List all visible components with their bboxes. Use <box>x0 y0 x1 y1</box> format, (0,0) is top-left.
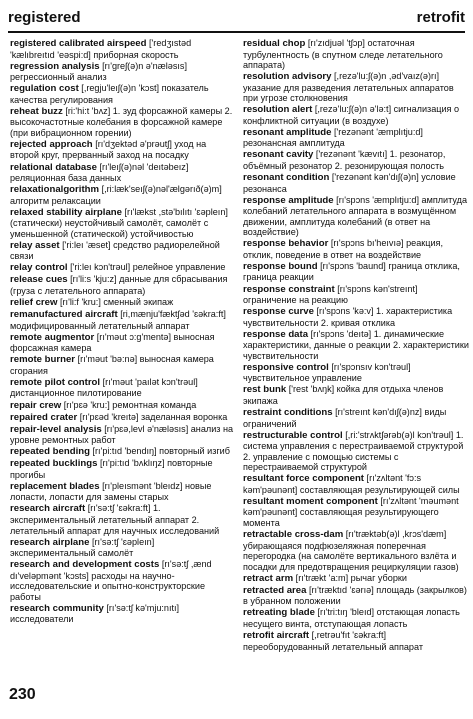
entry-definition: [rı'tri:tıŋ 'bleıd] отстающая лопасть несущего винта, отступающая лопасть <box>243 607 460 629</box>
entry-term: release cues <box>10 274 68 286</box>
dictionary-entry <box>243 585 469 607</box>
dictionary-entry <box>10 297 236 309</box>
entry-term: research airplane <box>10 536 90 548</box>
entry-definition: [rı'sə:tʃ ,ænd dı'veləpmənt 'kɔsts] расходы на научно-исследовательские и опытно-конструкторские работы <box>10 559 212 602</box>
entry-definition: [rı'sə:tʃ 'ɛəkra:ft] 1. экспериментальный летательный аппарат 2. летательный аппарат для научных исследований <box>10 503 220 536</box>
entry-term: repair-level analysis <box>10 423 102 435</box>
dictionary-entry <box>243 362 469 384</box>
dictionary-entry <box>10 332 236 354</box>
entry-definition: [rı'məut 'bə:nə] выносная камера сгорания <box>10 354 214 376</box>
entry-term: resultant moment component <box>243 495 378 507</box>
dictionary-entry <box>10 400 236 412</box>
entry-definition: [rı'spɔns 'deıtə] 1. динамические характеристики, данные о реакции 2. характеристики чувствительности <box>243 328 469 361</box>
entry-definition: [rı'zʌltənt 'fɔ:s kəm'pəunənt] составляющая результирующей силы <box>243 473 460 495</box>
left-column <box>10 38 236 625</box>
entry-definition: [rı'spɔns kən'streınt] ограничение на реакцию <box>243 283 418 306</box>
entry-definition: [rı'li:f 'kru:] сменный экипаж <box>60 297 174 308</box>
dictionary-entry <box>10 412 236 424</box>
entry-definition: [,rezə'lu:ʃ(ə)n ,əd'vaız(ə)rı] указание для разведения летательных аппаратов при угрозе столкновения <box>243 71 454 104</box>
entry-definition: [rı'spɔns 'kə:v] 1. характеристика чувствительности 2. кривая отклика <box>243 306 453 328</box>
entry-definition: [,ri:'strʌktʃərəb(ə)l kɔn'trəul] 1. система управления с перестраиваемой структурой 2. управление с помощью системы с перестраиваемой структурой <box>243 429 464 473</box>
entry-term: remote augmentor <box>10 331 95 343</box>
entry-definition: [rı'træktıd 'ɛərıə] площадь (закрылков) в убранном положении <box>243 584 467 607</box>
entry-term: relief crew <box>10 297 58 309</box>
entry-term: remote burner <box>10 354 76 366</box>
entry-definition: [rı'zʌltənt 'məumənt kəm'pəunənt] составляющая результирующего момента <box>243 495 459 529</box>
dictionary-entry <box>10 309 236 331</box>
entry-term: resonant condition <box>243 172 330 184</box>
entry-term: response amplitude <box>243 194 334 206</box>
dictionary-entry <box>243 195 469 238</box>
entry-term: relay asset <box>10 239 60 251</box>
entry-definition: [,ri:læk'seıʃ(ə)nəl'ælgərıð(ə)m] алгоритм релаксации <box>10 184 222 206</box>
entry-term: resonant cavity <box>243 149 314 161</box>
entry-term: reheat buzz <box>10 105 63 117</box>
dictionary-entry <box>243 329 469 362</box>
entry-term: remanufactured aircraft <box>10 309 118 321</box>
entry-term: retract arm <box>243 572 294 584</box>
entry-definition: [rı'streınt kən'dıʃ(ə)nz] виды ограничений <box>243 407 447 429</box>
entry-term: replacement blades <box>10 480 100 492</box>
dictionary-entry <box>243 496 469 529</box>
entry-definition: [ri:'hi:t 'bʌz] 1. зуд форсажной камеры 2. высокочастотные колебания в форсажной камере (при вибрационном горении) <box>10 105 233 138</box>
dictionary-entry <box>10 481 236 503</box>
entry-term: residual chop <box>243 38 306 49</box>
dictionary-entry <box>243 172 469 194</box>
header-first-word: registered <box>8 8 81 26</box>
entry-term: registered calibrated airspeed <box>10 38 147 49</box>
entry-term: research community <box>10 602 104 614</box>
entry-definition: ['redʒıstəd 'kælıbreıtıd 'eəspi:d] приборная скорость <box>10 38 192 60</box>
dictionary-entry <box>10 240 236 262</box>
dictionary-entry <box>243 473 469 495</box>
entry-definition: [rı'leıʃ(ə)nəl 'deıtəbeız] реляционная база данных <box>10 161 189 184</box>
entry-term: retreating blade <box>243 607 315 619</box>
entry-definition: [,rezə'lu:ʃ(ə)n ə'lə:t] сигнализация о конфликтной ситуации (в воздухе) <box>243 104 460 126</box>
entry-term: repeated bucklings <box>10 458 98 470</box>
entry-definition: [rı'lækst ,stə'bılıtı 'ɛəpleın] (статически) неустойчивый самолёт, самолёт с уменьшенной (статической) устойчивостью <box>10 206 228 239</box>
dictionary-entry <box>10 38 236 60</box>
entry-definition: ['ri:leı 'æset] средство радиорелейной связи <box>10 239 220 262</box>
dictionary-entry <box>243 630 469 652</box>
entry-definition: [rı'məut ɔ:g'mentə] выносная форсажная камера <box>10 331 215 354</box>
dictionary-entry <box>243 38 469 71</box>
entry-definition: [rı'sə:tʃ kə'mju:nıtı] исследователи <box>10 602 180 625</box>
entry-definition: ['rezənənt 'æmplıtju:d] резонансная амплитуда <box>243 126 423 149</box>
entry-definition: [rı'məut 'paılət kɔn'trəul] дистанционное пилотирование <box>10 376 198 399</box>
entry-term: rejected approach <box>10 138 93 150</box>
entry-term: resolution advisory <box>243 71 332 83</box>
entry-definition: [ri,mænju'fæktʃəd 'ɛəkra:ft] модифицированный летательный аппарат <box>10 309 226 331</box>
entry-definition: [rı'zıdjuəl 'tʃɔp] остаточная турбулентность (в спутном следе летательного аппарата) <box>243 38 443 71</box>
entry-definition: ['rezənənt 'kævıtı] 1. резонатор, объёмный резонатор 2. резонирующая полость <box>243 149 446 172</box>
entry-term: relay control <box>10 262 68 274</box>
entry-definition: ['rezənənt kən'dıʃ(ə)n] условие резонанса <box>243 172 456 194</box>
entry-definition: [rı'spɔns 'æmplıtju:d] амплитуда колебаний летательного аппарата в возмущённом движении, амплитуда колебаний (в ответ на воздействие) <box>243 194 468 238</box>
header-rule <box>8 31 465 33</box>
dictionary-entry <box>10 274 236 296</box>
entry-definition: [rı'spɔnsıv kɔn'trəul] чувствительное управление <box>243 361 411 384</box>
entry-definition: [rı'greʃ(ə)n ə'næləsıs] регрессионный анализ <box>10 60 187 83</box>
dictionary-entry <box>10 424 236 446</box>
dictionary-entry <box>10 446 236 458</box>
entry-term: relaxationalgorithm <box>10 184 100 196</box>
entry-term: response data <box>243 328 309 340</box>
entry-term: responsive control <box>243 361 329 373</box>
page-number: 230 <box>9 686 36 703</box>
entry-term: response behavior <box>243 238 329 250</box>
dictionary-entry <box>243 127 469 149</box>
dictionary-entry <box>10 139 236 161</box>
entry-term: regulation cost <box>10 83 79 95</box>
dictionary-entry <box>243 407 469 429</box>
dictionary-entry <box>10 83 236 105</box>
entry-definition: [,regju'leıʃ(ə)n 'kɔst] показатель качества регулирования <box>10 83 209 105</box>
entry-term: repaired crater <box>10 411 78 423</box>
dictionary-entry <box>10 377 236 399</box>
entry-term: retracted area <box>243 584 307 596</box>
entry-term: remote pilot control <box>10 376 101 388</box>
dictionary-entry <box>10 184 236 206</box>
entry-definition: [rı'pɛəd 'kreıtə] заделанная воронка <box>79 411 228 422</box>
dictionary-entry <box>243 261 469 283</box>
entry-definition: [rı'trækt 'a:m] рычаг уборки <box>295 572 407 583</box>
dictionary-entry <box>10 537 236 559</box>
entry-term: retrofit aircraft <box>243 629 310 641</box>
entry-term: resultant force component <box>243 473 365 485</box>
entry-definition: [rı'dʒektəd ə'prəutʃ] уход на второй круг, прерванный заход на посадку <box>10 138 207 161</box>
dictionary-entry <box>10 603 236 625</box>
entry-definition: [rı'sə:tʃ 'ɛəpleın] экспериментальный самолёт <box>10 536 155 559</box>
entry-term: response constraint <box>243 283 335 295</box>
dictionary-entry <box>10 207 236 240</box>
entry-definition: [rı'spɔns 'baund] граница отклика, граница реакции <box>243 260 460 283</box>
dictionary-entry <box>243 149 469 171</box>
dictionary-entry <box>10 162 236 184</box>
entry-term: relaxed stability airplane <box>10 206 122 218</box>
entry-definition: [rı'li:s 'kju:z] данные для сбрасывания (груза с летательного аппарата) <box>10 274 228 297</box>
right-column <box>243 38 469 653</box>
entry-term: restraint conditions <box>243 407 333 419</box>
dictionary-entry <box>243 573 469 585</box>
entry-definition: [rı'pɛə 'kru:] ремонтная команда <box>63 399 197 410</box>
entry-term: research aircraft <box>10 503 86 515</box>
header-last-word: retrofit <box>416 8 465 26</box>
entry-term: repeated bending <box>10 446 90 458</box>
dictionary-entry <box>10 354 236 376</box>
entry-term: relational database <box>10 161 97 173</box>
entry-definition: [,retrəu'fıt 'ɛəkra:ft] переоборудованный летательный аппарат <box>243 629 424 652</box>
entry-term: regression analysis <box>10 60 100 72</box>
entry-definition: [rı'spɔns bı'heıvıə] реакция, отклик, поведение в ответ на воздействие <box>243 238 443 260</box>
entry-term: rest bunk <box>243 384 287 396</box>
entry-term: research and development costs <box>10 559 160 571</box>
dictionary-entry <box>10 458 236 480</box>
entry-definition: [rı'træktəb(ə)l ,krɔs'dæm] убирающаяся подфюзеляжная поперечная перегородка (на самолёте вертикального взлёта и посадки для предотвращения рециркуляции газов) <box>243 529 459 572</box>
entry-definition: [rı'pi:tıd 'bendıŋ] повторный изгиб <box>92 446 230 457</box>
dictionary-entry <box>243 430 469 473</box>
dictionary-entry <box>243 104 469 126</box>
dictionary-entry <box>243 384 469 406</box>
entry-term: resonant amplitude <box>243 126 332 138</box>
dictionary-entry <box>10 262 236 274</box>
dictionary-entry <box>243 238 469 260</box>
entry-definition: [rı'pɛə,levl ə'næləsıs] анализ на уровне ремонтных работ <box>10 423 234 446</box>
dictionary-entry <box>10 559 236 602</box>
dictionary-entry <box>243 71 469 104</box>
entry-term: response bound <box>243 260 318 272</box>
entry-term: retractable cross-dam <box>243 529 344 541</box>
entry-definition: [rı'pi:tıd 'bʌklıŋz] повторные прогибы <box>10 458 213 480</box>
dictionary-entry <box>10 503 236 536</box>
dictionary-entry <box>10 106 236 139</box>
entry-term: repair crew <box>10 399 62 411</box>
dictionary-entry <box>243 607 469 629</box>
entry-term: restructurable control <box>243 429 343 441</box>
entry-definition: ['rest 'bʌŋk] койка для отдыха членов экипажа <box>243 384 444 406</box>
entry-definition: ['ri:leı kɔn'trəul] релейное управление <box>70 262 226 273</box>
entry-definition: [rı'pleısmənt 'bleıdz] новые лопасти, лопасти для замены старых <box>10 480 212 503</box>
running-header <box>8 6 465 28</box>
entry-term: response curve <box>243 306 314 318</box>
dictionary-entry <box>243 529 469 572</box>
dictionary-entry <box>10 61 236 83</box>
dictionary-entry <box>243 284 469 306</box>
entry-term: resolution alert <box>243 104 313 116</box>
dictionary-entry <box>243 306 469 328</box>
